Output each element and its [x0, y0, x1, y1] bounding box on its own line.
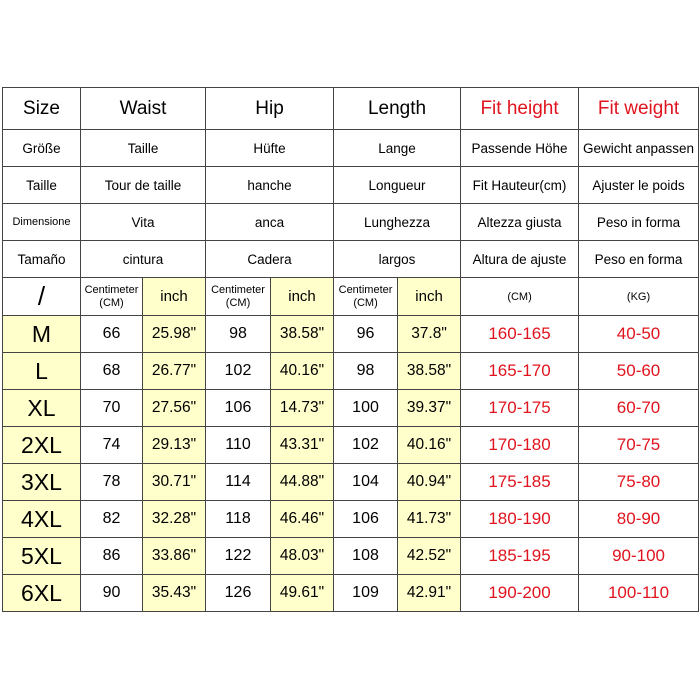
size-row: [3, 538, 699, 575]
cell-length-cm: 109: [334, 575, 398, 612]
translation-fit-height: Altura de ajuste: [461, 241, 579, 278]
translation-fit-height: Altezza giusta: [461, 204, 579, 241]
cell-length-cm: 102: [334, 427, 398, 464]
size-chart-table: [2, 87, 699, 612]
translation-hip: anca: [206, 204, 334, 241]
cell-waist-cm: 70: [81, 390, 143, 427]
translation-size: Größe: [3, 130, 81, 167]
cell-fit-height: 170-175: [461, 390, 579, 427]
cell-waist-inch: 27.56": [143, 390, 206, 427]
cell-hip-inch: 46.46": [271, 501, 334, 538]
cell-waist-inch: 32.28": [143, 501, 206, 538]
unit-centimeter-label: Centimeter: [84, 283, 139, 296]
cell-size: 6XL: [3, 575, 81, 612]
header-fit-height: Fit height: [461, 88, 579, 130]
cell-fit-weight: 80-90: [579, 501, 699, 538]
cell-hip-inch: 44.88": [271, 464, 334, 501]
units-row: [3, 278, 699, 316]
size-row: [3, 464, 699, 501]
translation-row: [3, 167, 699, 204]
cell-hip-inch: 38.58": [271, 316, 334, 353]
cell-waist-inch: 35.43": [143, 575, 206, 612]
cell-fit-height: 175-185: [461, 464, 579, 501]
cell-size: XL: [3, 390, 81, 427]
cell-size: L: [3, 353, 81, 390]
cell-waist-inch: 25.98": [143, 316, 206, 353]
translation-waist: cintura: [81, 241, 206, 278]
translation-length: Longueur: [334, 167, 461, 204]
translation-length: largos: [334, 241, 461, 278]
unit-fit-height: (CM): [461, 278, 579, 316]
cell-waist-cm: 68: [81, 353, 143, 390]
translation-fit-weight: Gewicht anpassen: [579, 130, 699, 167]
translation-size: Taille: [3, 167, 81, 204]
translation-size: Tamaño: [3, 241, 81, 278]
translation-length: Lunghezza: [334, 204, 461, 241]
cell-fit-weight: 50-60: [579, 353, 699, 390]
translation-hip: Hüfte: [206, 130, 334, 167]
cell-length-inch: 37.8": [398, 316, 461, 353]
cell-hip-cm: 118: [206, 501, 271, 538]
cell-waist-cm: 74: [81, 427, 143, 464]
unit-inch-waist: inch: [143, 278, 206, 316]
cell-size: 2XL: [3, 427, 81, 464]
cell-fit-weight: 90-100: [579, 538, 699, 575]
size-row: [3, 390, 699, 427]
translation-waist: Taille: [81, 130, 206, 167]
cell-fit-height: 160-165: [461, 316, 579, 353]
translation-hip: hanche: [206, 167, 334, 204]
cell-length-cm: 96: [334, 316, 398, 353]
size-row: [3, 353, 699, 390]
unit-centimeter-label: Centimeter: [338, 283, 393, 296]
cell-length-cm: 104: [334, 464, 398, 501]
cell-waist-cm: 78: [81, 464, 143, 501]
size-row: [3, 316, 699, 353]
unit-cm-abbr: (CM): [99, 296, 124, 309]
cell-waist-cm: 82: [81, 501, 143, 538]
cell-hip-cm: 98: [206, 316, 271, 353]
cell-fit-height: 190-200: [461, 575, 579, 612]
cell-waist-inch: 33.86": [143, 538, 206, 575]
translation-waist: Vita: [81, 204, 206, 241]
translation-fit-weight: Peso in forma: [579, 204, 699, 241]
cell-hip-cm: 106: [206, 390, 271, 427]
translation-row: [3, 130, 699, 167]
translation-fit-height: Fit Hauteur(cm): [461, 167, 579, 204]
cell-size: 5XL: [3, 538, 81, 575]
cell-hip-inch: 43.31": [271, 427, 334, 464]
unit-centimeter-length: [334, 278, 398, 316]
header-hip: Hip: [206, 88, 334, 130]
cell-waist-inch: 29.13": [143, 427, 206, 464]
cell-hip-inch: 40.16": [271, 353, 334, 390]
unit-fit-weight: (KG): [579, 278, 699, 316]
cell-fit-weight: 100-110: [579, 575, 699, 612]
cell-fit-weight: 75-80: [579, 464, 699, 501]
cell-fit-weight: 60-70: [579, 390, 699, 427]
header-length: Length: [334, 88, 461, 130]
translation-fit-height: Passende Höhe: [461, 130, 579, 167]
cell-hip-cm: 114: [206, 464, 271, 501]
unit-centimeter-label: Centimeter: [211, 283, 265, 296]
cell-waist-inch: 26.77": [143, 353, 206, 390]
header-size: Size: [3, 88, 81, 130]
cell-length-cm: 98: [334, 353, 398, 390]
translation-fit-weight: Peso en forma: [579, 241, 699, 278]
cell-fit-height: 170-180: [461, 427, 579, 464]
cell-fit-height: 185-195: [461, 538, 579, 575]
translation-waist: Tour de taille: [81, 167, 206, 204]
cell-size: M: [3, 316, 81, 353]
cell-hip-inch: 14.73": [271, 390, 334, 427]
cell-fit-weight: 70-75: [579, 427, 699, 464]
cell-length-inch: 38.58": [398, 353, 461, 390]
cell-fit-weight: 40-50: [579, 316, 699, 353]
cell-length-inch: 41.73": [398, 501, 461, 538]
cell-hip-cm: 102: [206, 353, 271, 390]
cell-length-cm: 100: [334, 390, 398, 427]
translation-fit-weight: Ajuster le poids: [579, 167, 699, 204]
header-row: [3, 88, 699, 130]
size-row: [3, 501, 699, 538]
cell-hip-inch: 49.61": [271, 575, 334, 612]
translation-length: Lange: [334, 130, 461, 167]
size-row: [3, 427, 699, 464]
units-slash: /: [3, 278, 81, 316]
cell-length-cm: 106: [334, 501, 398, 538]
unit-inch-length: inch: [398, 278, 461, 316]
translation-hip: Cadera: [206, 241, 334, 278]
cell-fit-height: 180-190: [461, 501, 579, 538]
cell-hip-inch: 48.03": [271, 538, 334, 575]
cell-length-inch: 39.37": [398, 390, 461, 427]
unit-centimeter-hip: [206, 278, 271, 316]
cell-size: 3XL: [3, 464, 81, 501]
cell-length-inch: 42.52": [398, 538, 461, 575]
cell-length-cm: 108: [334, 538, 398, 575]
unit-inch-hip: inch: [271, 278, 334, 316]
unit-cm-abbr: (CM): [353, 296, 378, 309]
cell-hip-cm: 110: [206, 427, 271, 464]
unit-centimeter-waist: [81, 278, 143, 316]
header-waist: Waist: [81, 88, 206, 130]
cell-size: 4XL: [3, 501, 81, 538]
translation-row: [3, 241, 699, 278]
cell-length-inch: 42.91": [398, 575, 461, 612]
cell-waist-cm: 90: [81, 575, 143, 612]
cell-hip-cm: 126: [206, 575, 271, 612]
translation-size: Dimensione: [3, 204, 81, 241]
cell-hip-cm: 122: [206, 538, 271, 575]
header-fit-weight: Fit weight: [579, 88, 699, 130]
size-row: [3, 575, 699, 612]
size-chart-body: [3, 88, 699, 612]
cell-waist-cm: 66: [81, 316, 143, 353]
cell-length-inch: 40.16": [398, 427, 461, 464]
cell-waist-cm: 86: [81, 538, 143, 575]
cell-waist-inch: 30.71": [143, 464, 206, 501]
cell-fit-height: 165-170: [461, 353, 579, 390]
cell-length-inch: 40.94": [398, 464, 461, 501]
unit-cm-abbr: (CM): [225, 296, 251, 309]
translation-row: [3, 204, 699, 241]
